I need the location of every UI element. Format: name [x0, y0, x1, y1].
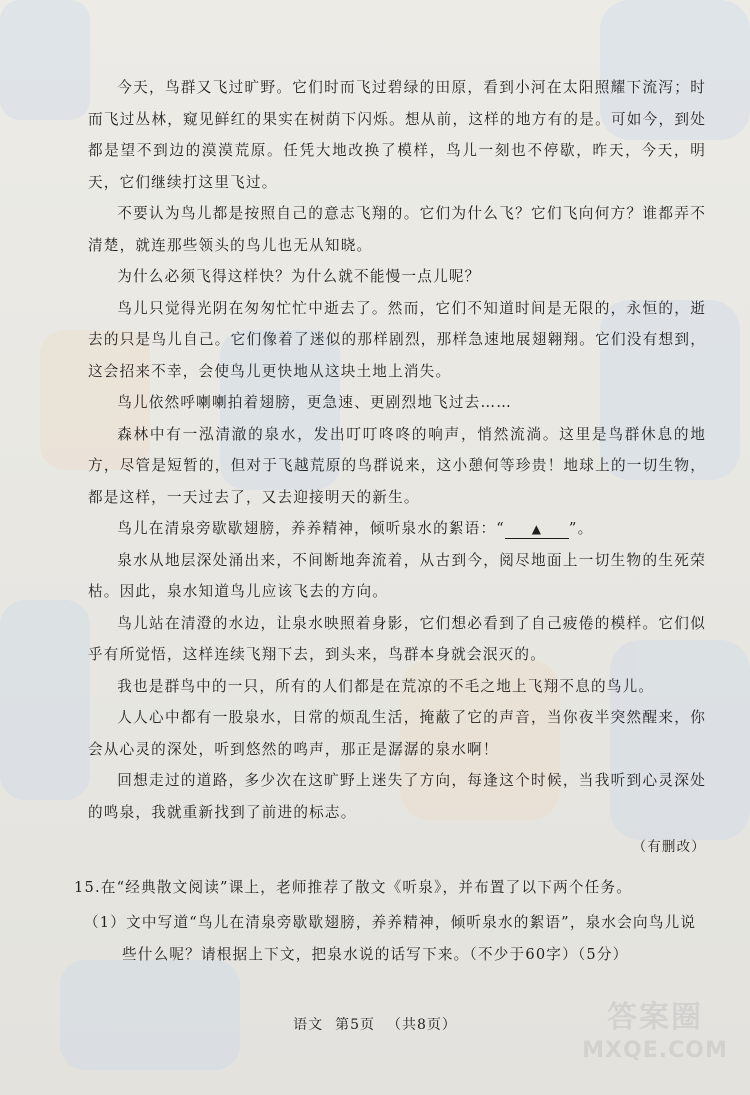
passage-paragraph: 鸟儿站在清澄的水边，让泉水映照着身影，它们想必看到了自己疲倦的模样。它们似乎有所觉悟，这样连续飞翔下去，到头来，鸟群本身就会泯灭的。 — [88, 614, 706, 663]
subquestion-line: 些什么呢？请根据上下文，把泉水说的话写下来。（不少于60字）（5分） — [122, 945, 629, 963]
passage-paragraph: 我也是群鸟中的一只，所有的人们都是在荒凉的不毛之地上飞翔不息的鸟儿。 — [117, 677, 655, 695]
footer-page-number: 第5页 — [335, 1017, 375, 1033]
question-text: 在“经典散文阅读”课上，老师推荐了散文《听泉》，并布置了以下两个任务。 — [100, 878, 633, 896]
site-watermark-logo — [580, 992, 730, 1087]
question-number: 15. — [74, 878, 101, 896]
blank-text-after: ”。 — [568, 520, 594, 537]
question-15-part-1 — [84, 907, 706, 970]
watermark-logo-text: 答案圈 — [607, 1000, 703, 1035]
blank-text-before: 鸟儿在清泉旁歇歇翅膀，养养精神，倾听泉水的絮语：“ — [117, 520, 505, 537]
passage-paragraph: 为什么必须飞得这样快？为什么就不能慢一点儿呢？ — [117, 268, 481, 285]
passage-paragraph: 森林中有一泓清澈的泉水，发出叮叮咚咚的响声，悄然流淌。这里是鸟群休息的地方，尽管是短暂的，但对于飞越荒原的鸟群说来，这小憩何等珍贵！地球上的一切生物，都是这样，一天过去了，又去迎接明天的新生。 — [88, 425, 706, 506]
passage-body — [74, 72, 706, 970]
passage-paragraph: 鸟儿只觉得光阴在匆匆忙忙中逝去了。然而，它们不知道时间是无限的，永恒的，逝去的只是鸟儿自己。它们像着了迷似的那样剧烈，那样急速地展翅翱翔。它们没有想到，这会招来不幸，会使鸟儿更快地从这块土地上消失。 — [88, 299, 706, 380]
passage-paragraph: 回想走过的道路，多少次在这旷野上迷失了方向，每逢这个时候，当我听到心灵深处的鸣泉，我就重新找到了前进的标志。 — [88, 772, 706, 821]
triangle-marker-icon: ▲ — [531, 522, 543, 536]
passage-paragraph: 泉水从地层深处涌出来，不间断地奔流着，从古到今，阅尽地面上一切生物的生死荣枯。因此，泉水知道鸟儿应该飞去的方向。 — [88, 551, 706, 600]
passage-paragraph: 今天，鸟群又飞过旷野。它们时而飞过碧绿的田原，看到小河在太阳照耀下流泻；时而飞过丛林，窥见鲜红的果实在树荫下闪烁。想从前，这样的地方有的是。可如今，到处都是望不到边的漠漠荒原。任凭大地改换了模样，鸟儿一刻也不停歇，昨天，今天，明天，它们继续打这里飞过。 — [88, 79, 706, 191]
question-15 — [74, 872, 706, 904]
footer-total-pages: （共8页） — [387, 1017, 457, 1033]
passage-paragraph: 不要认为鸟儿都是按照自己的意志飞翔的。它们为什么飞？它们飞向何方？谁都弄不清楚，就连那些领头的鸟儿也无从知晓。 — [88, 205, 706, 254]
source-note: （有删改） — [632, 839, 706, 855]
subquestion-line: （1）文中写道“鸟儿在清泉旁歇歇翅膀，养养精神，倾听泉水的絮语”，泉水会向鸟儿说 — [84, 914, 697, 931]
watermark-url-text: MXQE.COM — [582, 1038, 728, 1063]
passage-paragraph-with-blank — [88, 513, 706, 545]
passage-paragraph: 人人心中都有一股泉水，日常的烦乱生活，掩蔽了它的声音，当你夜半突然醒来，你会从心灵的深处，听到悠然的鸣声，那正是潺潺的泉水啊！ — [88, 709, 706, 758]
passage-paragraph: 鸟儿依然呼喇喇拍着翅膀，更急速、更剧烈地飞过去…… — [117, 394, 513, 411]
decor-shape — [0, 0, 90, 120]
decor-shape — [0, 600, 90, 800]
answer-blank — [505, 520, 569, 539]
footer-subject: 语文 — [293, 1017, 324, 1033]
